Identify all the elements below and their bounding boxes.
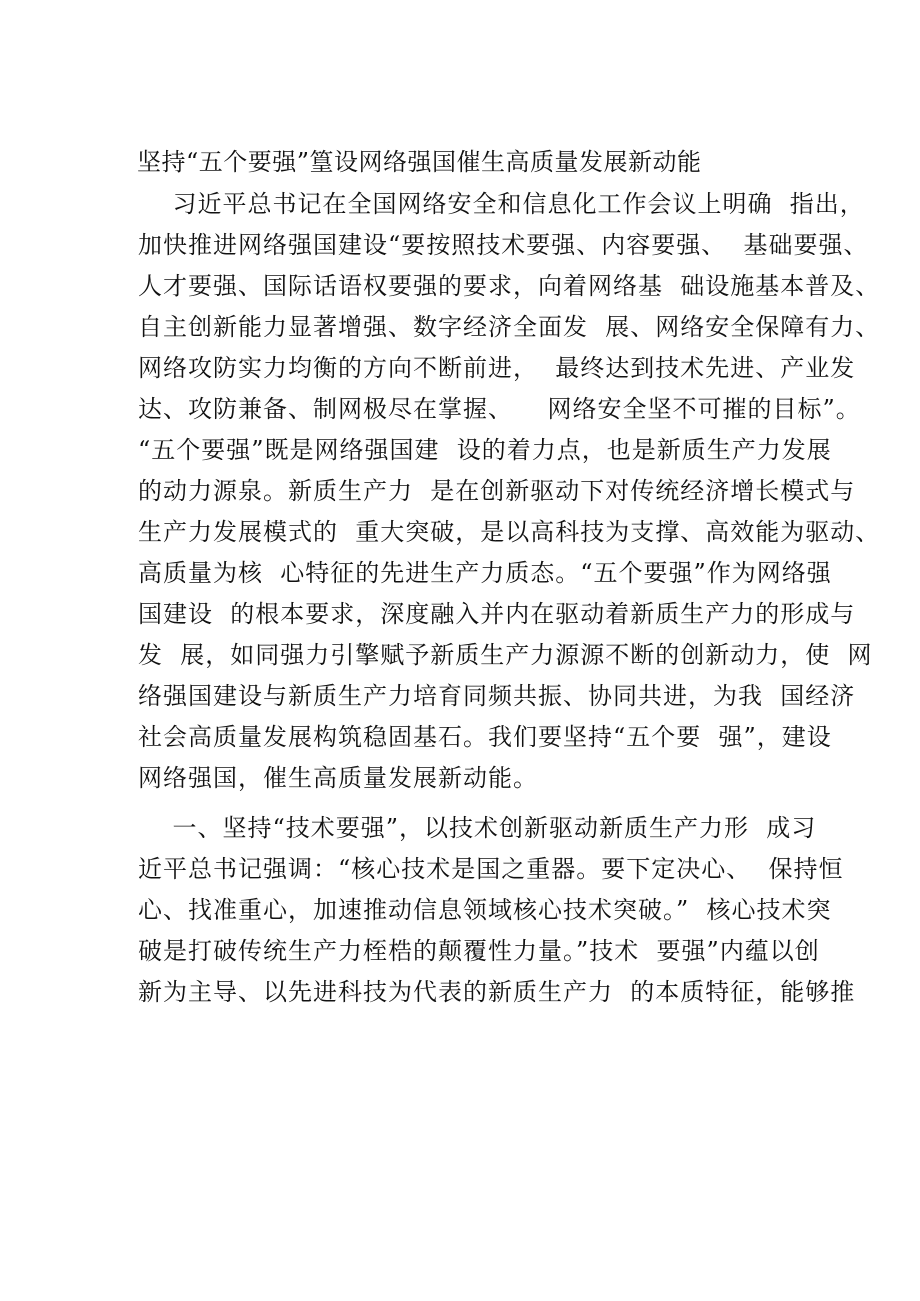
paragraph-line: 一、坚持“技术要强”，以技术创新驱动新质生产力形 成习	[138, 814, 817, 842]
paragraph-line: 络强国建设与新质生产力培育同频共振、协同共进，为我 国经济	[138, 682, 856, 710]
paragraph-line: 国建设 的根本要求，深度融入并内在驱动着新质生产力的形成与	[138, 600, 856, 628]
paragraph-line: 的动力源泉。新质生产力 是在创新驱动下对传统经济增长模式与	[138, 477, 856, 505]
paragraph-line: 发 展，如同强力引擎赋予新质生产力源源不断的创新动力，使 网	[138, 641, 873, 669]
paragraph-line: 自主创新能力显著增强、数字经济全面发 展、网络安全保障有力、	[138, 313, 881, 341]
paragraph-line: 高质量为核 心特征的先进生产力质态。“五个要强”作为网络强	[138, 559, 832, 587]
document-title: 坚持“五个要强”篁设网络强国催生高质量发展新动能	[137, 148, 702, 176]
paragraph-line: 人才要强、国际话语权要强的要求，向着网络基 础设施基本普及、	[138, 272, 881, 300]
paragraph-line: 网络强国，催生高质量发展新动能。	[138, 764, 538, 792]
paragraph-line: 达、攻防兼备、制网极尽在掌握、 网络安全坚不可摧的目标”。	[138, 395, 861, 423]
paragraph-line: 习近平总书记在全国网络安全和信息化工作会议上明确 指出，	[138, 190, 865, 218]
paragraph-line: “五个要强”既是网络强国建 设的着力点，也是新质生产力发展	[138, 436, 832, 464]
paragraph-line: 新为主导、以先进科技为代表的新质生产力 的本质特征，能够推	[138, 978, 856, 1006]
paragraph-line: 加快推进网络强国建设“要按照技术要强、内容要强、 基础要强、	[138, 231, 869, 259]
paragraph-line: 网络攻防实力均衡的方向不断前进， 最终达到技术先进、产业发	[138, 354, 856, 382]
paragraph-line: 心、找准重心，加速推动信息领域核心技术突破。” 核心技术突	[138, 896, 832, 924]
paragraph-line: 生产力发展模式的 重大突破，是以高科技为支撑、高效能为驱动、	[138, 518, 881, 546]
paragraph-line: 近平总书记强调：“核心技术是国之重器。要下定决心、 保持恒	[138, 855, 844, 883]
paragraph-line: 社会高质量发展构筑稳固基石。我们要坚持“五个要 强”，建设	[138, 723, 832, 751]
paragraph-line: 破是打破传统生产力桎梏的颠覆性力量。”技术 要强”内蕴以创	[138, 937, 820, 965]
